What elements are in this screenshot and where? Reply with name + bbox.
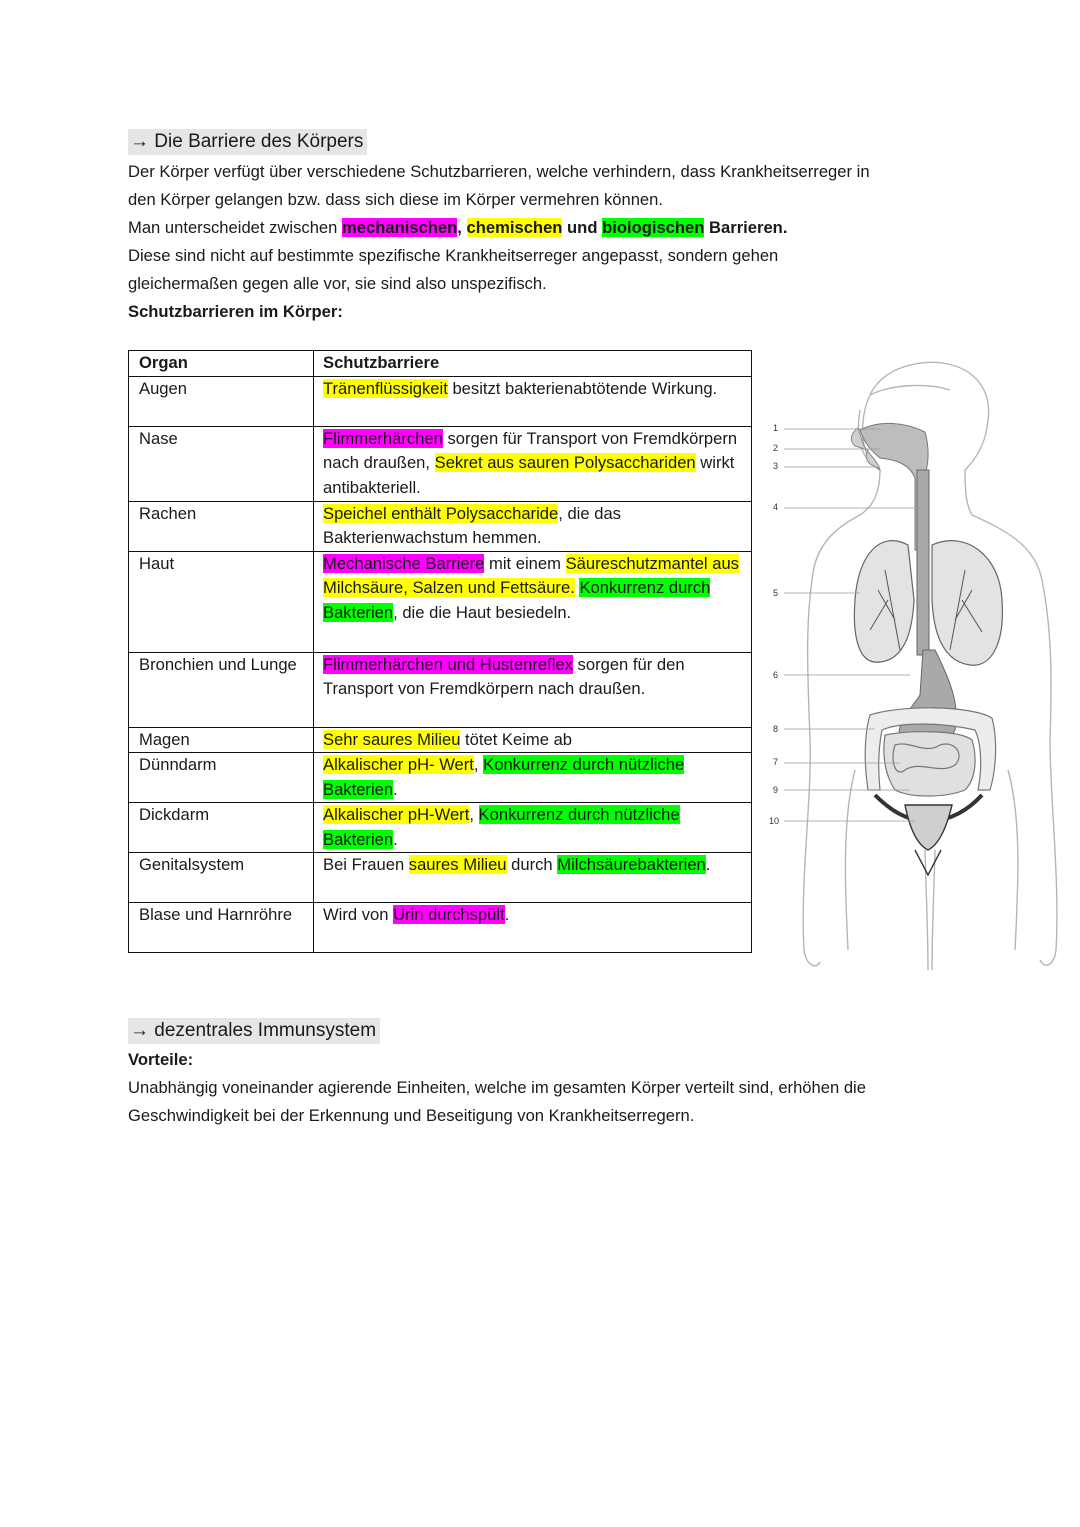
barrier-text: . xyxy=(705,855,711,874)
highlighted-phrase: Konkurrenz durch Bakterien xyxy=(323,578,711,622)
organ-cell: Magen xyxy=(129,727,314,753)
immune-line-2: Geschwindigkeit bei der Erkennung und Beseitigung von Krankheitserregern. xyxy=(128,1106,695,1125)
highlighted-phrase: Flimmerhärchen xyxy=(323,428,443,448)
organ-cell: Dickdarm xyxy=(129,803,314,853)
barrier-text: , die die Haut besiedeln. xyxy=(393,602,572,622)
highlighted-phrase: Tränenflüssigkeit xyxy=(323,378,448,398)
barrier-text: , xyxy=(469,805,479,824)
highlighted-phrase: Urin durchspült xyxy=(393,905,505,924)
row-magen xyxy=(129,727,752,753)
highlighted-phrase: Alkalischer pH- Wert xyxy=(323,755,474,774)
barrier-text: wirkt antibakteriell. xyxy=(323,453,735,497)
figure-label: 8 xyxy=(773,724,779,734)
organ-cell: Dünndarm xyxy=(129,753,314,803)
barrier-text: . xyxy=(504,905,510,924)
row-nase xyxy=(129,426,752,501)
highlighted-phrase: Konkurrenz durch nützliche Bakterien xyxy=(323,755,685,799)
highlighted-phrase: Konkurrenz durch nützliche Bakterien xyxy=(323,805,680,849)
table-header-row xyxy=(129,351,752,377)
barrier-text: sorgen für den Transport von Fremdkörpern nach draußen. xyxy=(323,654,685,698)
header-barrier: Schutzbarriere xyxy=(314,351,752,377)
types-comma: , xyxy=(457,218,467,237)
barrier-cell xyxy=(314,376,752,426)
figure-label: 3 xyxy=(773,461,779,471)
figure-label: 1 xyxy=(773,423,779,433)
barrier-text: . xyxy=(393,779,398,799)
unspecific-line-2: gleichermaßen gegen alle vor, sie sind also unspezifisch. xyxy=(128,274,547,293)
barrier-text: durch xyxy=(506,855,558,874)
types-suffix: Barrieren. xyxy=(704,218,788,237)
barrier-cell xyxy=(314,426,752,501)
figure-label: 6 xyxy=(773,670,779,680)
human-body-diagram xyxy=(760,350,1060,975)
barrier-cell xyxy=(314,753,752,803)
barrier-cell xyxy=(314,803,752,853)
highlighted-phrase: saures Milieu xyxy=(408,855,507,874)
row-bronchien-lunge xyxy=(129,652,752,727)
barrier-cell xyxy=(314,501,752,551)
type-mechanical: mechanischen xyxy=(342,218,458,237)
immune-line-1: Unabhängig voneinander agierende Einheiten, welche im gesamten Körper verteilt sind, erhöhen die xyxy=(128,1078,866,1097)
barrier-text: . xyxy=(393,829,398,849)
row-genitalsystem xyxy=(129,853,752,903)
barrier-text: Bei Frauen xyxy=(323,855,409,874)
figure-label: 9 xyxy=(773,785,779,795)
highlighted-phrase: Sehr saures Milieu xyxy=(323,729,461,749)
highlighted-phrase: Speichel enthält Polysaccharide xyxy=(323,503,559,523)
highlighted-phrase: Mechanische Barriere xyxy=(323,553,485,573)
highlighted-phrase: Milchsäurebakterien xyxy=(557,855,706,874)
figure-label: 7 xyxy=(773,757,779,767)
figure-label: 4 xyxy=(773,502,779,512)
highlighted-phrase: Alkalischer pH-Wert xyxy=(323,805,470,824)
barrier-text: , xyxy=(473,755,484,774)
organ-cell: Nase xyxy=(129,426,314,501)
row-duenndarm xyxy=(129,753,752,803)
row-rachen xyxy=(129,501,752,551)
figure-label: 5 xyxy=(773,588,779,598)
barrier-text: sorgen für Transport von Fremdkörpern nach draußen, xyxy=(323,428,738,472)
organ-cell: Blase und Harnröhre xyxy=(129,903,314,953)
row-dickdarm xyxy=(129,803,752,853)
intro-paragraph xyxy=(128,158,958,326)
types-prefix: Man unterscheidet zwischen xyxy=(128,218,342,237)
barrier-table xyxy=(128,350,752,953)
type-biological: biologischen xyxy=(602,218,705,237)
organ-cell: Genitalsystem xyxy=(129,853,314,903)
row-augen xyxy=(129,376,752,426)
types-and: und xyxy=(562,218,603,237)
organ-cell: Haut xyxy=(129,551,314,652)
barrier-cell xyxy=(314,903,752,953)
barrier-text: mit einem xyxy=(484,553,566,573)
advantages-heading: Vorteile: xyxy=(128,1050,194,1069)
intro-line-2: den Körper gelangen bzw. dass sich diese im Körper vermehren können. xyxy=(128,190,663,209)
pelvic-organs xyxy=(875,795,982,875)
organ-cell: Rachen xyxy=(129,501,314,551)
barrier-text: , die das Bakterienwachstum hemmen. xyxy=(323,503,621,547)
intestines xyxy=(865,708,995,796)
highlighted-phrase: Flimmerhärchen und Hustenreflex xyxy=(323,654,573,674)
highlighted-phrase: Säureschutzmantel aus Milchsäure, Salzen und Fettsäure. xyxy=(323,553,739,597)
barrier-text: besitzt bakterienabtötende Wirkung. xyxy=(447,378,718,398)
type-chemical: chemischen xyxy=(466,218,563,237)
barrier-cell xyxy=(314,727,752,753)
barrier-cell xyxy=(314,652,752,727)
row-blase-harnroehre xyxy=(129,903,752,953)
immune-paragraph xyxy=(128,1046,958,1130)
table-caption: Schutzbarrieren im Körper: xyxy=(128,302,343,321)
highlighted-phrase: Sekret aus sauren Polysacchariden xyxy=(434,453,696,472)
figure-label: 2 xyxy=(773,443,779,453)
header-organ: Organ xyxy=(129,351,314,377)
barrier-cell xyxy=(314,853,752,903)
unspecific-line-1: Diese sind nicht auf bestimmte spezifische Krankheitserreger angepasst, sondern gehen xyxy=(128,246,779,265)
figure-label: 10 xyxy=(769,816,780,826)
barrier-text: Wird von xyxy=(323,905,394,924)
organ-cell: Augen xyxy=(129,376,314,426)
section-heading-immune: → dezentrales Immunsystem xyxy=(128,1018,380,1044)
organ-cell: Bronchien und Lunge xyxy=(129,652,314,727)
barrier-cell xyxy=(314,551,752,652)
row-haut xyxy=(129,551,752,652)
intro-line-1: Der Körper verfügt über verschiedene Schutzbarrieren, welche verhindern, dass Krankheitserreger in xyxy=(128,162,870,181)
section-heading-barriers: → Die Barriere des Körpers xyxy=(128,129,367,155)
barrier-text: tötet Keime ab xyxy=(460,729,573,749)
